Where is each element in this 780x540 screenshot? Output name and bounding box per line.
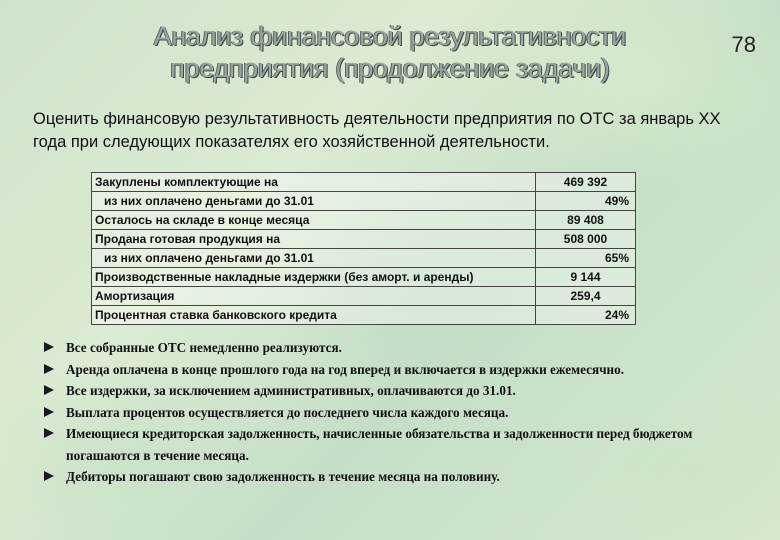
- list-item: [44, 402, 754, 424]
- slide-title-line-2: предприятия (продолжение задачи): [170, 53, 610, 83]
- arrow-bullet-icon: [44, 385, 54, 395]
- list-item-text: Все издержки, за исключением административных, оплачиваются до 31.01.: [66, 383, 516, 398]
- row-label: из них оплачено деньгами до 31.01: [92, 249, 536, 268]
- row-label: Закуплены комплектующие на: [92, 173, 536, 192]
- arrow-bullet-icon: [44, 428, 54, 438]
- row-label: Осталось на складе в конце месяца: [92, 211, 536, 230]
- table-row: [92, 173, 636, 192]
- arrow-bullet-icon: [44, 407, 54, 417]
- arrow-bullet-icon: [44, 364, 54, 374]
- row-value: 89 408: [536, 211, 636, 230]
- slide-title: [60, 20, 720, 84]
- list-item-text: Выплата процентов осуществляется до последнего числа каждого месяца.: [66, 404, 509, 420]
- list-item: [44, 380, 754, 402]
- slide-title-line-1: Анализ финансовой результативности: [153, 21, 627, 51]
- list-item: [44, 337, 754, 359]
- row-label: Производственные накладные издержки (без аморт. и аренды): [92, 268, 536, 287]
- table-row: [92, 230, 636, 249]
- arrow-bullet-icon: [44, 471, 54, 481]
- table-row: [92, 268, 636, 287]
- row-value: 65%: [536, 249, 636, 268]
- list-item: [44, 423, 754, 466]
- table-row: [92, 249, 636, 268]
- row-value: 508 000: [536, 230, 636, 249]
- table-row: [92, 287, 636, 306]
- row-value: 259,4: [536, 287, 636, 306]
- indicators-table: [91, 172, 636, 325]
- row-label: Процентная ставка банковского кредита: [92, 306, 536, 325]
- conditions-list: [44, 337, 754, 488]
- row-value: 24%: [536, 306, 636, 325]
- row-value: 469 392: [536, 173, 636, 192]
- page-number: 78: [731, 32, 756, 57]
- row-value: 9 144: [536, 268, 636, 287]
- row-label: Продана готовая продукция на: [92, 230, 536, 249]
- list-item-text: Дебиторы погашают свою задолженность в течение месяца на половину.: [66, 469, 500, 484]
- arrow-bullet-icon: [44, 342, 54, 352]
- table-row: [92, 306, 636, 325]
- list-item-text: Все собранные ОТС немедленно реализуются.: [66, 340, 342, 355]
- table-row: [92, 192, 636, 211]
- row-value: 49%: [536, 192, 636, 211]
- task-description: Оценить финансовую результативность деятельности предприятия по ОТС за январь ХХ года при следующих показателях его хозяйственной деятельности.: [33, 110, 721, 151]
- list-item-text: Имеющиеся кредиторская задолженность, начисленные обязательства и задолженности перед бюджетом погашаются в течение месяца.: [66, 426, 693, 463]
- table-row: [92, 211, 636, 230]
- list-item: [44, 466, 754, 488]
- list-item-text: Аренда оплачена в конце прошлого года на год вперед и включается в издержки ежемесячно.: [66, 361, 625, 377]
- row-label: из них оплачено деньгами до 31.01: [92, 192, 536, 211]
- row-label: Амортизация: [92, 287, 536, 306]
- list-item: [44, 359, 754, 381]
